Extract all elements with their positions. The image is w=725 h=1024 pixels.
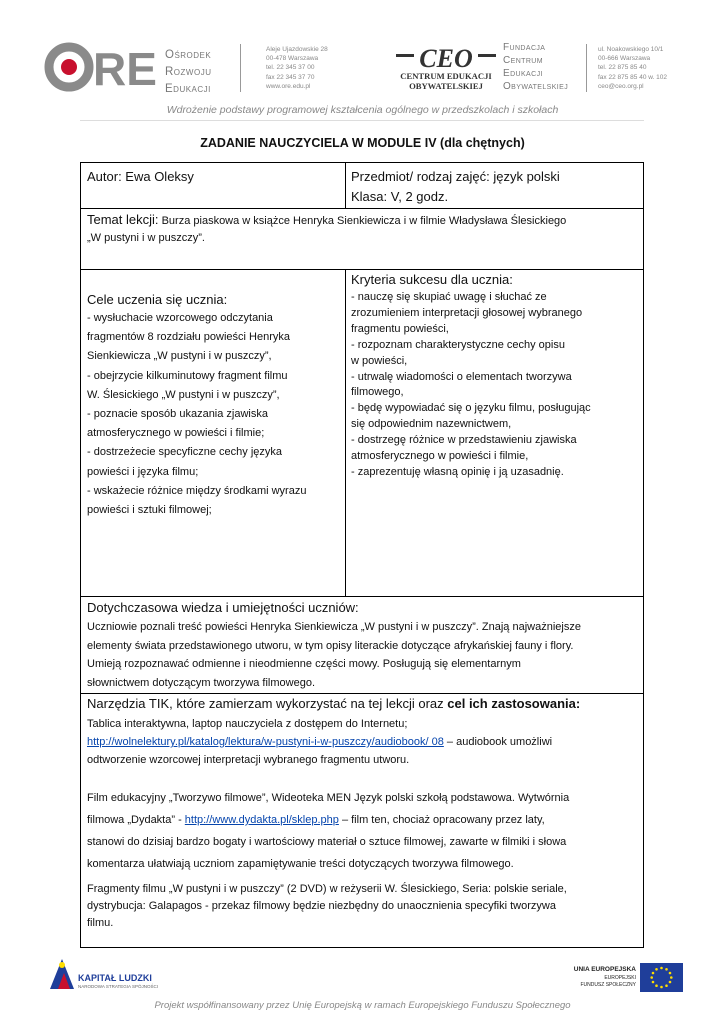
criteria-item: - utrwalę wiadomości o elementach tworzywa [351,370,572,383]
svg-text:CEO: CEO [419,44,473,73]
criteria-item: - nauczę się skupiać uwagę i słuchać ze [351,291,547,303]
lesson-table [80,162,644,948]
tik-tools: Tablica interaktywna, laptop nauczyciela z dostępem do Internetu; http://wolnelektury.pl/katalog/lektura/w-pustyni-i-w-puszczy/audiobook/ 08 – audiobook umożliwi odtworzenie wzorcowej interpretacji wybranego fragmentu utworu. [87,718,553,766]
criteria-item: - rozpoznam charakterystyczne cechy opisu [351,338,565,351]
goals-title: Cele uczenia się ucznia: [87,292,228,307]
goal-item: - dostrzeżecie specyficzne cechy języka [87,446,283,459]
film-fragments: Fragmenty filmu „W pustyni i w puszczy” (2 DVD) w reżyserii W. Ślesickiego, Seria: polskie seriale, dystrybucja: Galapagos - przekaz filmowy będzie niezbędny do unaocznienia specyfiki tworzywa filmu. [87,883,567,929]
ore-line-1: Ośrodek [165,49,212,61]
svg-text:CENTRUM EDUKACJI: CENTRUM EDUKACJI [400,71,492,81]
criteria-item: - będę wypowiadać się o języku filmu, posługując [351,402,591,415]
row-divider [81,208,643,209]
svg-text:NARODOWA STRATEGIA SPÓJNOŚCI: NARODOWA STRATEGIA SPÓJNOŚCI [78,984,159,989]
goal-item: - poznacie sposób ukazania zjawiska [87,408,268,421]
ore-address: Aleje Ujazdowskie 28 00-478 Warszawa tel. 22 345 37 00 fax 22 345 37 70 www.ore.edu.pl [266,46,328,90]
tagline: Wdrożenie podstawy programowej kształcenia ogólnego w przedszkolach i szkołach [166,104,559,116]
goal-item: - obejrzycie kilkuminutowy fragment filmu [87,369,288,382]
criteria-item: atmosferycznego w powieści i filmie, [351,450,529,463]
criteria-item: filmowego, [351,386,404,399]
goals-list [87,309,339,520]
subject: Przedmiot/ rodzaj zajęć: język polski [351,169,560,184]
criteria-item: się odpowiednim nazewnictwem, [351,418,512,431]
svg-text:OBYWATELSKIEJ: OBYWATELSKIEJ [409,81,483,91]
criteria-list [351,290,639,481]
goal-item: - wskażecie różnice między środkami wyrazu [87,484,307,497]
header-divider-2 [586,44,587,92]
svg-text:FUNDUSZ SPOŁECZNY: FUNDUSZ SPOŁECZNY [580,982,636,988]
knowledge-title: Dotychczasowa wiedza i umiejętności uczniów: [87,600,359,615]
author: Autor: Ewa Oleksy [87,169,194,184]
topic-text-2: „W pustyni i w puszczy”. [87,232,205,244]
criteria-item: zrozumieniem interpretacji głosowej wybranego [351,306,583,319]
criteria-item: - zaprezentuję własną opinię i ją uzasadnię. [351,465,564,478]
topic-label: Temat lekcji: [87,212,159,227]
criteria-title: Kryteria sukcesu dla ucznia: [351,272,513,287]
ore-line-3: Edukacji [165,83,211,95]
row-divider [81,596,643,597]
col-divider [345,269,346,596]
ore-line-2: Rozwoju [165,66,212,78]
goal-item: fragmentów 8 rozdziału powieści Henryka [87,331,290,344]
topic [87,211,637,229]
svg-text:EUROPEJSKI: EUROPEJSKI [604,975,636,981]
goal-item: powieści i sztuki filmowej; [87,504,212,517]
goal-item: Sienkiewicza „W pustyni i w puszczy”, [87,350,272,363]
dydakta-link[interactable]: http://www.dydakta.pl/sklep.php [184,814,339,826]
ore-logo [44,42,164,92]
svg-text:RE: RE [93,43,157,92]
ore-name [165,47,211,98]
tik-title: Narzędzia TIK, które zamierzam wykorzystać na tej lekcji oraz cel ich zastosowania: [87,696,581,711]
page-title: ZADANIE NAUCZYCIELA W MODULE IV (dla chętnych) [200,136,525,150]
ceo-foundation-name: Fundacja Centrum Edukacji Obywatelskiej [503,42,569,92]
criteria-item: fragmentu powieści, [351,322,449,335]
goal-item: - wysłuchacie wzorcowego odczytania [87,312,273,324]
row-divider [81,693,643,694]
knowledge-text: Uczniowie poznali treść powieści Henryka Sienkiewicza „W pustyni i w puszczy”. Znają najważniejsze elementy świata przedstawionego utworu, w tym opisy literackie dotyczące afrykańskiej fauny i flory. Umieją rozpoznawać odmienne i nieodmienne części mowy. Posługują się elementarnym słownictwem dotyczącym tworzywa filmowego. [87,621,581,689]
ceo-address: ul. Noakowskiego 10/1 00-666 Warszawa tel. 22 875 85 40 fax 22 875 85 40 w. 102 ceo@ceo.org.pl [598,46,668,90]
header-divider [240,44,241,92]
goal-item: powieści i języka filmu; [87,465,199,478]
header-rule [80,120,644,121]
class-info: Klasa: V, 2 godz. [351,189,449,204]
footer-text: Projekt współfinansowany przez Unię Europejską w ramach Europejskiego Funduszu Społecznego [154,1000,571,1011]
goal-item: atmosferycznego w powieści i filmie; [87,427,265,440]
svg-text:KAPITAŁ LUDZKI: KAPITAŁ LUDZKI [78,973,152,983]
criteria-item: w powieści, [351,354,408,367]
row-divider [81,269,643,270]
film-description: Film edukacyjny „Tworzywo filmowe”, Wideoteka MEN Język polski szkołą podstawowa. Wytwórnia filmowa „Dydakta” - http://www.dydakta.pl/sklep.php – film ten, chociaż opracowany przez laty, stanowi do dzisiaj bardzo bogaty i wartościowy materiał o sztuce filmowej, zawarte w filmiki i słowa komentarza ułatwiają uczniom zapamiętywanie treści dotyczących tworzywa filmowego. [87,792,570,870]
kapital-ludzki-logo [48,955,188,993]
criteria-item: - dostrzegę różnice w przedstawieniu zjawiska [351,434,577,447]
col-divider [345,163,346,208]
topic-text: Burza piaskowa w książce Henryka Sienkiewicza i w filmie Władysława Ślesickiego [161,215,567,227]
goal-item: W. Ślesickiego „W pustyni i w puszczy”, [87,388,280,401]
eu-logo [560,960,685,994]
ceo-logo [396,43,496,91]
svg-text:UNIA EUROPEJSKA: UNIA EUROPEJSKA [573,966,636,973]
audiobook-link[interactable]: http://wolnelektury.pl/katalog/lektura/w-pustyni-i-w-puszczy/audiobook/ 08 [87,736,444,748]
